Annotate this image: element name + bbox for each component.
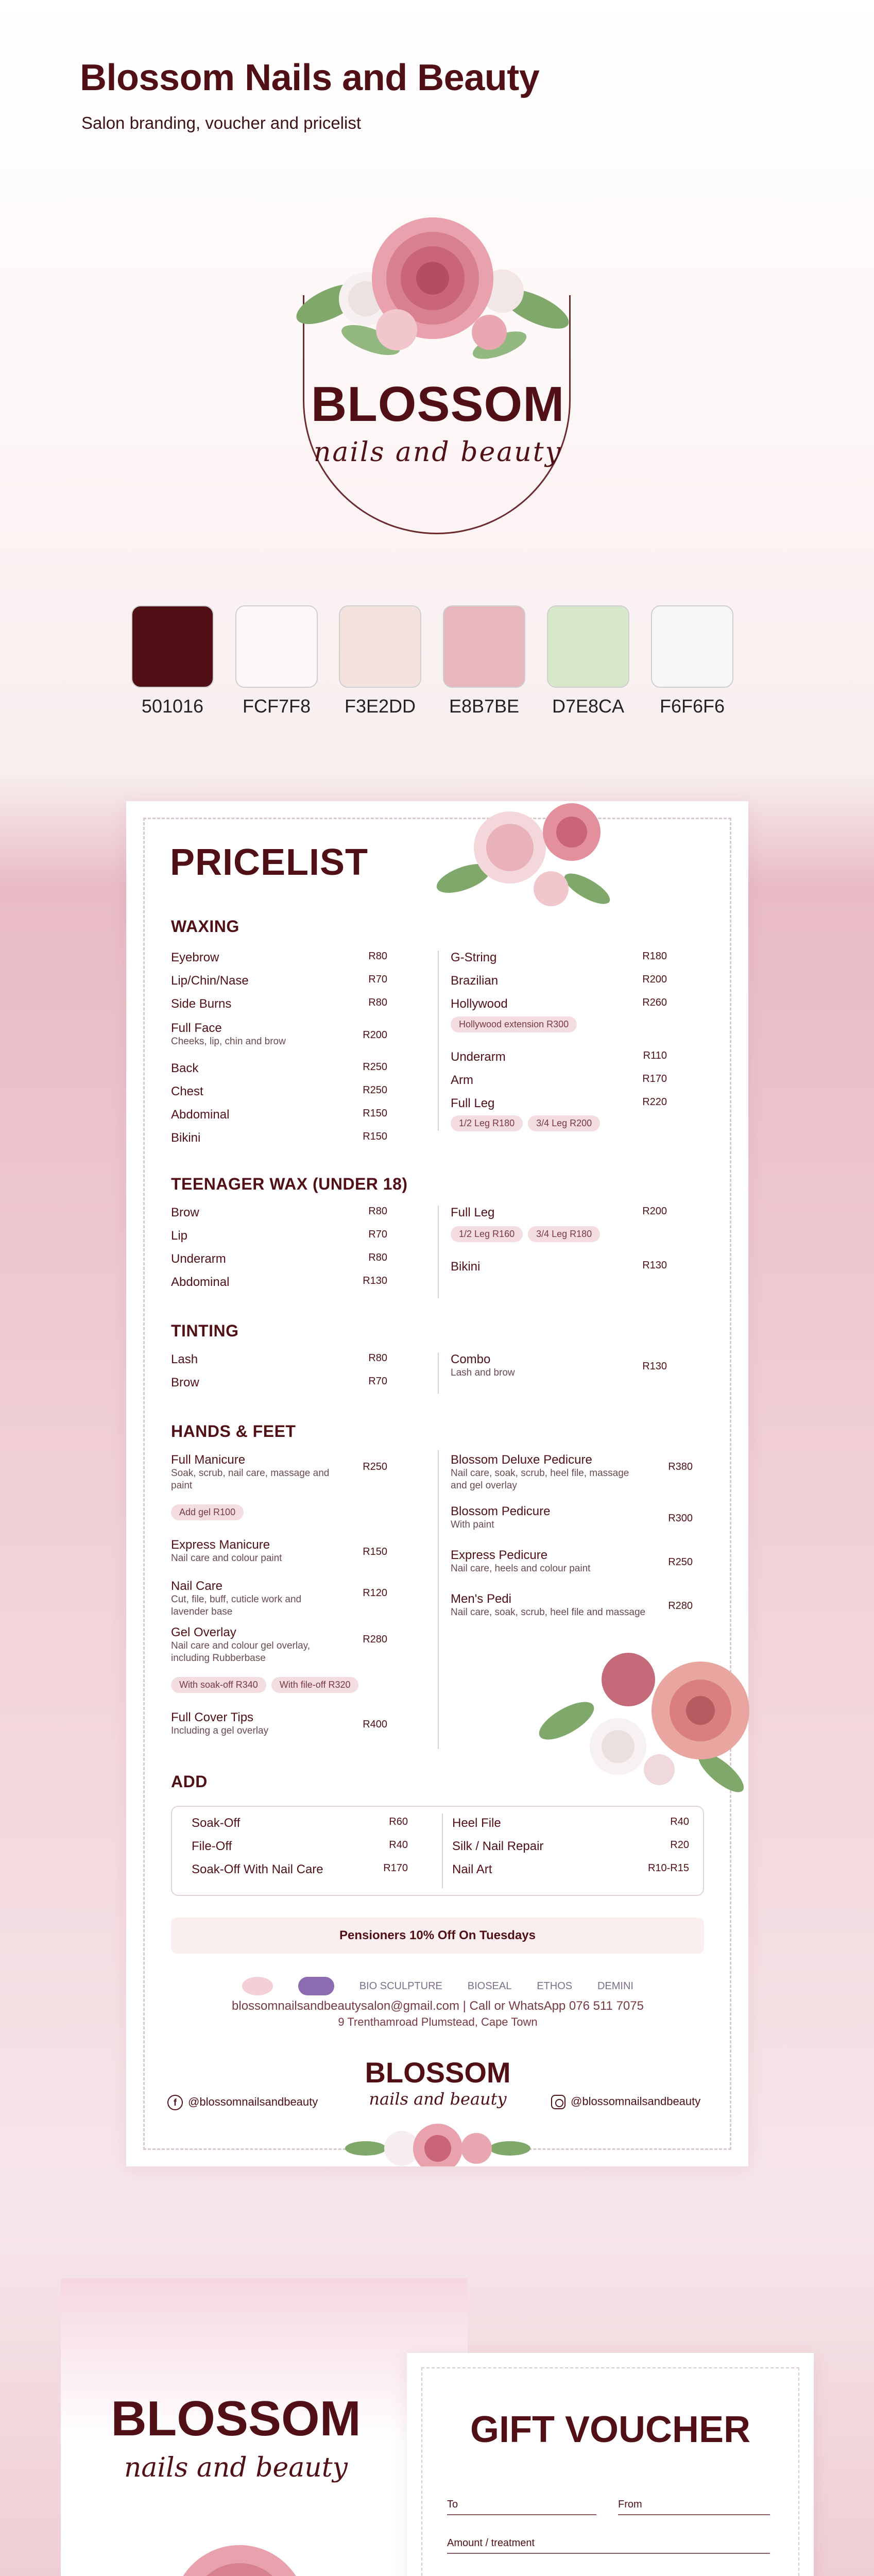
service-name: Full Cover Tips [171, 1710, 254, 1724]
service-name: Chest [171, 1084, 203, 1098]
page-title: Blossom Nails and Beauty [80, 57, 540, 98]
price-row [171, 1131, 387, 1145]
service-price: R20 [670, 1839, 689, 1851]
option-chip: 3/4 Leg R180 [528, 1226, 600, 1242]
column-divider [438, 951, 439, 1131]
service-price: R200 [642, 974, 667, 985]
option-chips [171, 1504, 249, 1520]
service-name: Combo [451, 1352, 491, 1366]
partner-flower-logo [242, 1977, 273, 1995]
color-swatch [131, 605, 214, 688]
color-swatch [235, 605, 318, 688]
service-price: R80 [368, 1352, 387, 1364]
price-row [171, 1579, 387, 1618]
service-name: Lip/Chin/Nase [171, 974, 249, 988]
service-name: Blossom Deluxe Pedicure [451, 1453, 592, 1467]
price-row [171, 1061, 387, 1076]
service-description: Cut, file, buff, cuticle work and lavender base [171, 1594, 302, 1617]
color-swatch-label: 501016 [141, 696, 204, 717]
price-row [171, 1021, 387, 1048]
service-price: R70 [368, 1376, 387, 1387]
from-label: From [618, 2499, 642, 2510]
service-price: R80 [368, 997, 387, 1008]
service-price: R80 [368, 951, 387, 962]
service-name: Full Manicure [171, 1453, 246, 1467]
service-description: Lash and brow [451, 1367, 515, 1378]
service-name: Brow [171, 1206, 199, 1219]
option-chips [451, 1016, 582, 1032]
service-price: R40 [389, 1839, 408, 1851]
section-title: TEENAGER WAX (UNDER 18) [171, 1175, 408, 1193]
column-divider [438, 1352, 439, 1394]
price-row [451, 1073, 667, 1088]
price-row [451, 1260, 667, 1274]
from-field[interactable] [618, 2514, 770, 2515]
price-row [171, 1206, 387, 1220]
service-name: Abdominal [171, 1108, 230, 1122]
service-description: Nail care, heels and colour paint [451, 1563, 591, 1574]
service-price: R130 [642, 1361, 667, 1372]
price-row [171, 1710, 387, 1737]
service-price: R120 [363, 1587, 387, 1599]
service-price: R300 [668, 1513, 693, 1524]
color-swatch [339, 605, 421, 688]
service-name: Eyebrow [171, 951, 219, 964]
service-name: Full Face [171, 1021, 222, 1035]
service-name: Underarm [171, 1252, 226, 1266]
to-field[interactable] [447, 2514, 596, 2515]
service-price: R180 [642, 951, 667, 962]
color-swatch-label: E8B7BE [449, 696, 520, 717]
service-name: Silk / Nail Repair [452, 1839, 544, 1853]
option-chips [171, 1677, 364, 1693]
service-price: R250 [363, 1461, 387, 1472]
service-name: Lip [171, 1229, 188, 1243]
service-price: R250 [363, 1084, 387, 1096]
service-price: R220 [642, 1096, 667, 1108]
price-row [171, 1376, 387, 1390]
service-name: Heel File [452, 1816, 501, 1830]
service-price: R250 [668, 1556, 693, 1568]
service-name: Arm [451, 1073, 473, 1087]
rose-cluster-icon [536, 1633, 752, 1808]
price-row [171, 974, 387, 988]
service-description: Including a gel overlay [171, 1725, 269, 1736]
service-name: Gel Overlay [171, 1625, 236, 1639]
instagram-handle[interactable] [551, 2095, 700, 2109]
service-name: Soak-Off With Nail Care [192, 1862, 323, 1876]
service-name: Men's Pedi [451, 1592, 511, 1606]
service-name: Brow [171, 1376, 199, 1389]
column-divider [438, 1206, 439, 1298]
service-name: Full Leg [451, 1206, 495, 1219]
service-price: R10-R15 [647, 1862, 689, 1874]
price-row [451, 974, 667, 988]
service-name: File-Off [192, 1839, 232, 1853]
column-divider [442, 1814, 443, 1888]
footer-rose-icon [345, 2112, 530, 2166]
option-chip: 1/2 Leg R180 [451, 1115, 523, 1131]
price-row [171, 1084, 387, 1099]
color-swatch [547, 605, 629, 688]
service-price: R70 [368, 1229, 387, 1240]
color-swatch-label: F3E2DD [344, 696, 416, 717]
color-swatch [443, 605, 525, 688]
option-chip: 1/2 Leg R160 [451, 1226, 523, 1242]
service-name: Soak-Off [192, 1816, 241, 1830]
section-title: WAXING [171, 917, 239, 936]
service-price: R170 [642, 1073, 667, 1084]
footer-logo-word: BLOSSOM [365, 2056, 511, 2089]
service-name: Bikini [451, 1260, 481, 1274]
address-line: 9 Trenthamroad Plumstead, Cape Town [338, 2015, 538, 2028]
facebook-label: @blossomnailsandbeauty [188, 2095, 318, 2108]
color-swatch [651, 605, 733, 688]
price-row [171, 1108, 387, 1122]
add-ons-box [171, 1806, 704, 1896]
service-price: R130 [642, 1260, 667, 1271]
service-price: R150 [363, 1546, 387, 1557]
price-row [171, 951, 387, 965]
service-name: G-String [451, 951, 497, 964]
service-price: R130 [363, 1275, 387, 1286]
instagram-label: @blossomnailsandbeauty [571, 2095, 701, 2108]
option-chip: 3/4 Leg R200 [528, 1115, 600, 1131]
partner-bioseal: BIOSEAL [467, 1980, 512, 1992]
price-row [451, 1548, 693, 1575]
service-price: R150 [363, 1131, 387, 1142]
service-price: R80 [368, 1206, 387, 1217]
logo-wordmark: BLOSSOM [311, 377, 565, 432]
partner-bio-sculpture: BIO SCULPTURE [359, 1980, 442, 1992]
price-row [451, 1050, 667, 1064]
service-name: Bikini [171, 1131, 201, 1145]
section-title: HANDS & FEET [171, 1422, 296, 1440]
section-title: TINTING [171, 1321, 239, 1340]
service-description: Nail care and colour gel overlay, including Rubberbase [171, 1640, 311, 1664]
service-name: Full Leg [451, 1096, 495, 1110]
service-price: R200 [363, 1029, 387, 1041]
partner-ethos: ETHOS [537, 1980, 573, 1992]
logo-tagline: nails and beauty [313, 437, 562, 468]
price-row [451, 1352, 667, 1379]
service-price: R250 [363, 1061, 387, 1073]
service-price: R280 [363, 1634, 387, 1645]
color-swatch-label: D7E8CA [552, 696, 625, 717]
price-row [451, 1206, 667, 1220]
facebook-icon: f [167, 2095, 183, 2110]
price-row [451, 1504, 693, 1531]
partner-lotus-logo [298, 1977, 334, 1995]
pricelist-title: PRICELIST [170, 842, 369, 883]
pensioners-banner: Pensioners 10% Off On Tuesdays [171, 1918, 704, 1954]
service-name: Nail Art [452, 1862, 492, 1876]
service-name: Express Manicure [171, 1538, 270, 1552]
rose-corner-icon [433, 801, 628, 925]
price-row [451, 1096, 667, 1111]
price-row [171, 1352, 387, 1367]
price-row [451, 951, 667, 965]
voucher-logo-word: BLOSSOM [111, 2391, 361, 2446]
color-swatch-label: F6F6F6 [659, 696, 725, 717]
option-chip: Add gel R100 [171, 1504, 244, 1520]
price-row [171, 1453, 387, 1492]
price-row [171, 1625, 387, 1665]
service-price: R400 [363, 1719, 387, 1730]
service-price: R60 [389, 1816, 408, 1827]
service-price: R80 [368, 1252, 387, 1263]
service-description: With paint [451, 1519, 494, 1530]
price-row [171, 1538, 387, 1565]
price-row [171, 1229, 387, 1243]
service-price: R200 [642, 1206, 667, 1217]
service-price: R70 [368, 974, 387, 985]
service-name: Nail Care [171, 1579, 223, 1593]
facebook-handle[interactable] [167, 2095, 318, 2110]
amount-label: Amount / treatment [447, 2537, 535, 2549]
service-name: Hollywood [451, 997, 508, 1011]
service-name: Brazilian [451, 974, 499, 988]
price-row [451, 1592, 693, 1619]
color-swatch-label: FCF7F8 [242, 696, 311, 717]
option-chip: With soak-off R340 [171, 1677, 266, 1693]
service-description: Cheeks, lip, chin and brow [171, 1036, 286, 1047]
service-price: R280 [668, 1600, 693, 1612]
price-row [451, 1453, 693, 1492]
service-description: Nail care, soak, scrub, heel file and massage [451, 1607, 646, 1618]
service-price: R380 [668, 1461, 693, 1472]
option-chips [451, 1226, 605, 1242]
service-name: Abdominal [171, 1275, 230, 1289]
footer-logo-tagline: nails and beauty [369, 2089, 507, 2109]
service-price: R110 [643, 1050, 667, 1061]
service-description: Nail care and colour paint [171, 1553, 282, 1564]
service-price: R40 [670, 1816, 689, 1827]
service-name: Underarm [451, 1050, 506, 1064]
partner-logos [242, 1973, 633, 1999]
service-description: Soak, scrub, nail care, massage and paint [171, 1468, 330, 1491]
rose-bouquet-icon [268, 201, 597, 397]
partner-demini: DEMINI [597, 1980, 633, 1992]
price-row [171, 1275, 387, 1290]
service-price: R150 [363, 1108, 387, 1119]
voucher-rose-icon [64, 2524, 409, 2576]
service-price: R260 [642, 997, 667, 1008]
page-subtitle: Salon branding, voucher and pricelist [81, 113, 362, 132]
service-name: Back [171, 1061, 199, 1075]
contact-line: blossomnailsandbeautysalon@gmail.com | Call or WhatsApp 076 511 7075 [232, 1999, 644, 2013]
option-chip: Hollywood extension R300 [451, 1016, 577, 1032]
service-name: Blossom Pedicure [451, 1504, 551, 1518]
service-description: Nail care, soak, scrub, heel file, massage and gel overlay [451, 1468, 629, 1491]
price-row [451, 997, 667, 1011]
to-label: To [447, 2499, 458, 2510]
voucher-logo-tagline: nails and beauty [124, 2452, 348, 2483]
voucher-title: GIFT VOUCHER [470, 2409, 750, 2450]
option-chips [451, 1115, 605, 1131]
service-name: Express Pedicure [451, 1548, 548, 1562]
option-chip: With file-off R320 [271, 1677, 359, 1693]
price-row [171, 997, 387, 1011]
service-price: R170 [383, 1862, 408, 1874]
service-name: Side Burns [171, 997, 232, 1011]
service-name: Lash [171, 1352, 198, 1366]
price-row [171, 1252, 387, 1266]
column-divider [438, 1450, 439, 1749]
amount-field[interactable] [447, 2553, 770, 2554]
section-title: ADD [171, 1772, 208, 1791]
